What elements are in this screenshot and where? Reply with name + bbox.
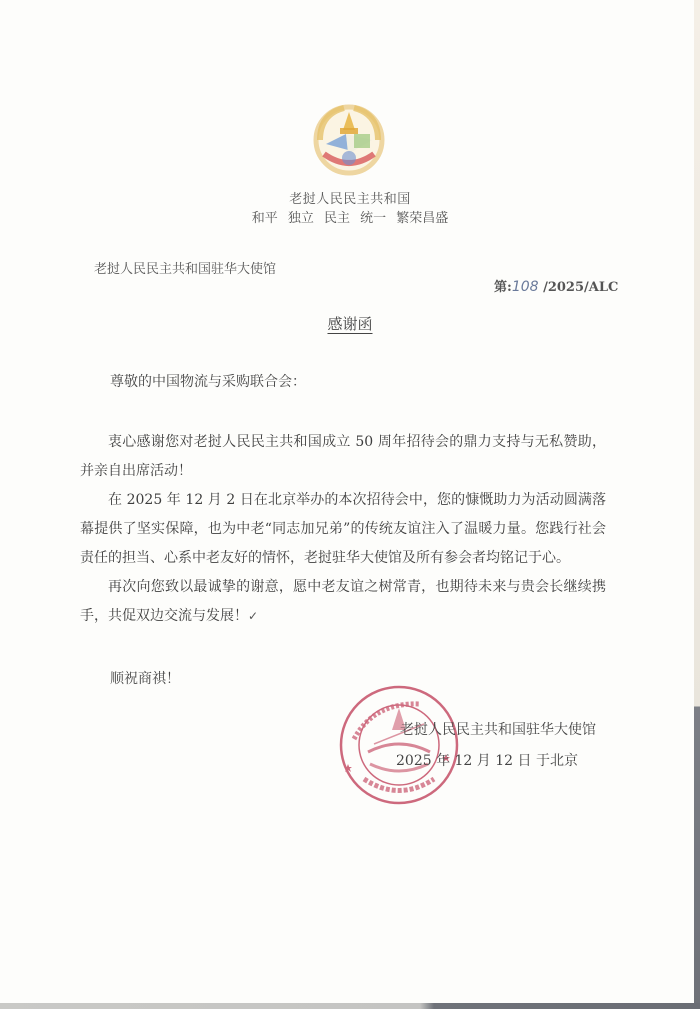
reference-number: [494, 276, 618, 295]
closing-phrase: 顺祝商祺！: [110, 671, 180, 687]
salutation: 尊敬的中国物流与采购联合会：: [110, 374, 306, 390]
letter-body: [80, 428, 606, 631]
paragraph-1: 衷心感谢您对老挝人民民主共和国成立 50 周年招待会的鼎力支持与无私赞助，并亲自出席活动！: [80, 434, 606, 479]
sender-embassy-name: 老挝人民民主共和国驻华大使馆: [94, 262, 277, 277]
laos-national-emblem-icon: [306, 100, 392, 176]
scan-edge-right: [694, 0, 700, 1009]
letter-title: 感谢函: [327, 315, 373, 333]
country-name: 老挝人民民主共和国: [289, 192, 411, 207]
paragraph-2: 在 2025 年 12 月 2 日在北京举办的本次招待会中，您的慷慨助力为活动圆满落幕提供了坚实保障，也为中老“同志加兄弟”的传统友谊注入了温暖力量。您践行社会责任的担当、心系中老友好的情怀，老挝驻华大使馆及所有参会者均铭记于心。: [80, 492, 606, 566]
ref-prefix: 第:: [494, 280, 512, 295]
embassy-red-seal-icon: [334, 684, 464, 806]
ref-suffix: /2025/ALC: [538, 280, 619, 295]
ref-number-handwritten: 108: [511, 279, 539, 295]
scan-edge-bottom: [0, 1003, 700, 1009]
handwritten-check-icon: ✓: [248, 609, 259, 623]
signatory-name: 老挝人民民主共和国驻华大使馆: [400, 722, 596, 738]
paragraph-3: 再次向您致以最诚挚的谢意，愿中老友谊之树常青，也期待未来与贵会长继续携手，共促双边交流与发展！✓: [80, 579, 606, 624]
signature-date: 2025 年 12 月 12 日 于北京: [396, 753, 578, 769]
national-motto: 和平 独立 民主 统一 繁荣昌盛: [251, 211, 449, 226]
